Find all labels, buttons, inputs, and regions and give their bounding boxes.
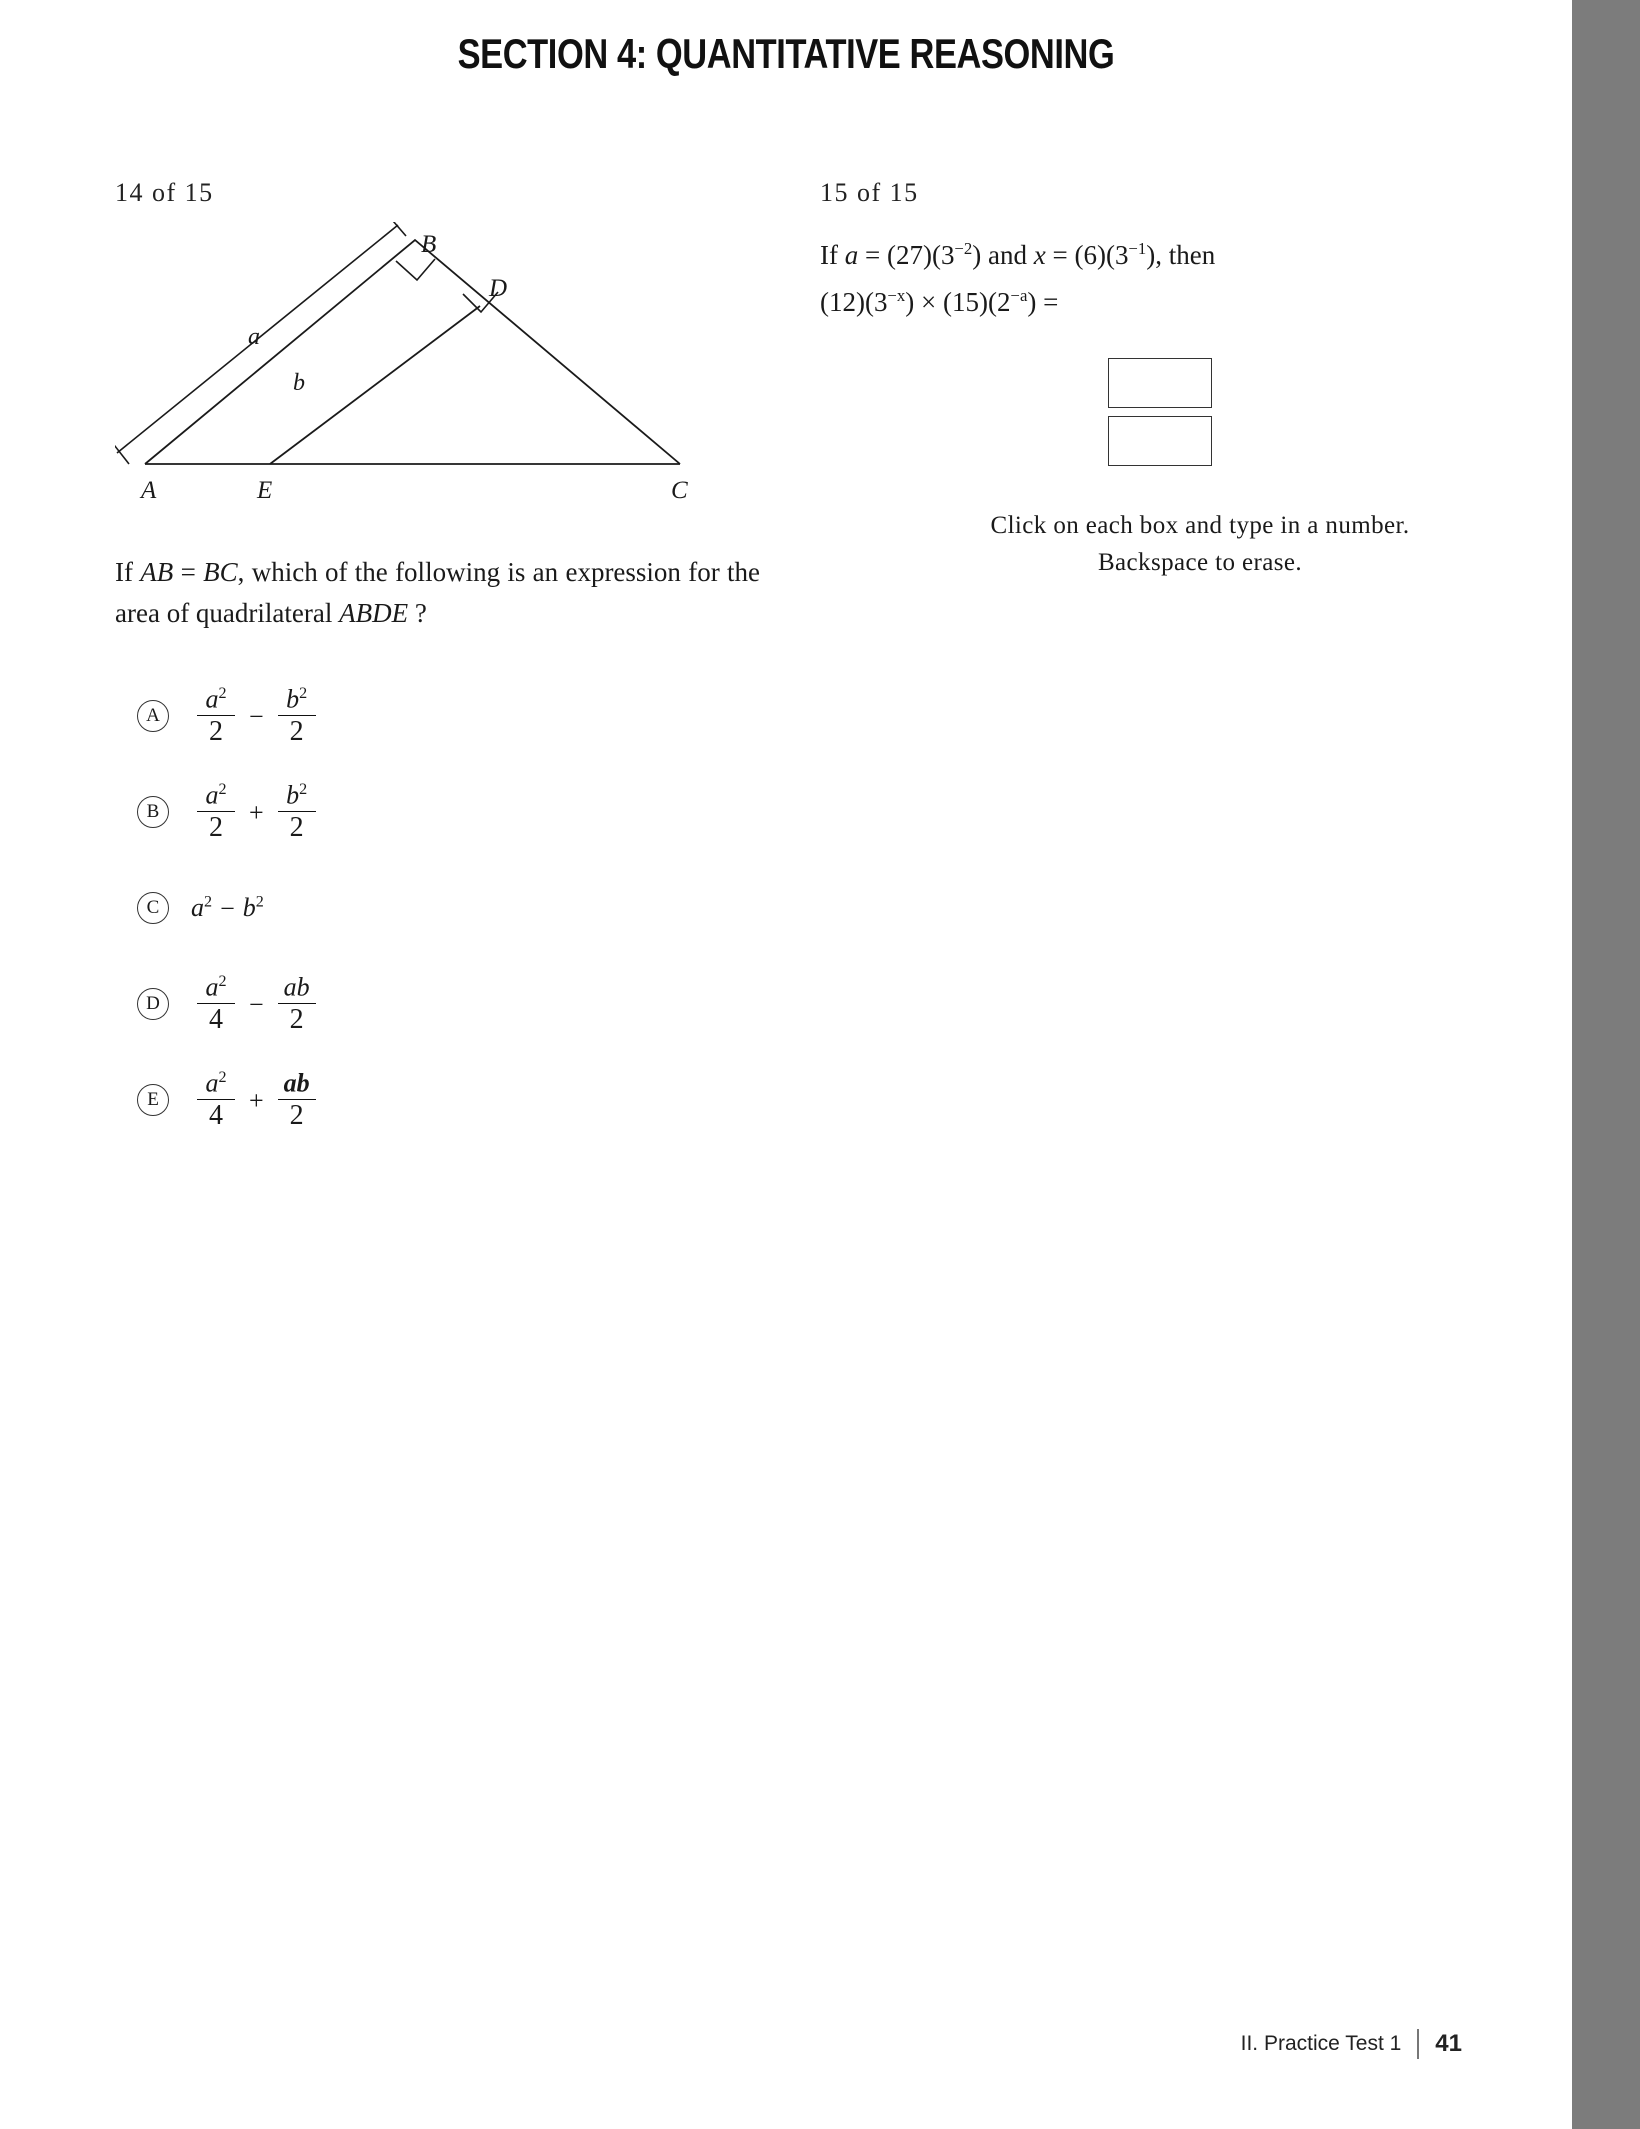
fraction-1 xyxy=(197,686,235,746)
instruction-line-1: Click on each box and type in a number. xyxy=(990,512,1410,540)
exponent-neg-x: −x xyxy=(887,286,906,306)
page-edge-sidebar xyxy=(1572,0,1640,2129)
answer-choices-list xyxy=(115,685,755,1131)
fraction-1 xyxy=(197,974,235,1034)
answer-choice-a[interactable] xyxy=(115,685,755,747)
choice-bullet-e[interactable]: E xyxy=(137,1084,169,1116)
choice-bullet-c[interactable]: C xyxy=(137,892,169,924)
operator: − xyxy=(249,990,264,1019)
numerator: $a^2$ xyxy=(205,972,227,1002)
denominator: 4 xyxy=(197,1099,235,1130)
denominator: 2 xyxy=(197,715,235,746)
numerator: $b^2$ xyxy=(286,684,308,714)
footer-page-number: 41 xyxy=(1435,2030,1462,2057)
geometry-figure xyxy=(115,222,755,512)
equals-1: = xyxy=(858,240,887,270)
choice-expression-a xyxy=(191,686,322,746)
figure-label-C: C xyxy=(671,477,688,504)
numerator: ab xyxy=(283,972,310,1002)
choice-expression-b xyxy=(191,782,322,842)
fraction-1 xyxy=(197,1070,235,1130)
stem-line2-post: ? xyxy=(408,597,427,628)
stem-line2-pre: for the area of quadrilateral xyxy=(115,557,761,628)
operator: + xyxy=(249,798,264,827)
question-14-stem xyxy=(115,552,760,633)
var-a: a xyxy=(844,240,859,270)
fraction-1 xyxy=(197,782,235,842)
stem-equals: = xyxy=(173,557,204,587)
figure-label-B: B xyxy=(421,231,437,258)
operator: − xyxy=(220,894,235,923)
question-14-number: 14 of 15 xyxy=(115,178,214,207)
answer-box-denominator[interactable] xyxy=(1108,416,1212,466)
part-2: ) × (15)(2 xyxy=(905,287,1011,318)
denominator: 2 xyxy=(278,1099,316,1130)
term-2: $b^2$ xyxy=(242,893,264,922)
denominator: 2 xyxy=(278,1003,316,1034)
part-1: (12)(3 xyxy=(820,287,888,318)
grid-in-instructions xyxy=(880,508,1520,581)
expr-2: (6)(3 xyxy=(1074,240,1129,270)
answer-choice-c[interactable] xyxy=(115,877,755,939)
operator: − xyxy=(249,702,264,731)
question-15-block xyxy=(820,178,1460,581)
answer-choice-b[interactable] xyxy=(115,781,755,843)
grid-in-answer-area xyxy=(1108,358,1460,466)
numerator: $a^2$ xyxy=(205,684,227,714)
numerator: $a^2$ xyxy=(205,1068,227,1098)
expr-2-end: ), then xyxy=(1146,240,1216,270)
footer-divider xyxy=(1417,2029,1419,2059)
question-15-stem-line-1 xyxy=(820,234,1460,277)
denominator: 2 xyxy=(278,715,316,746)
term-1: $a^2$ xyxy=(191,893,213,922)
figure-label-E: E xyxy=(257,477,273,504)
instruction-line-2: Backspace to erase. xyxy=(1097,548,1303,576)
fraction-2 xyxy=(278,686,316,746)
stem-pre: If xyxy=(820,240,845,270)
fraction-2 xyxy=(278,1070,316,1130)
operator: + xyxy=(249,1086,264,1115)
stem-ab: AB xyxy=(140,557,174,587)
figure-label-A: A xyxy=(141,477,157,504)
answer-box-numerator[interactable] xyxy=(1108,358,1212,408)
numerator: $a^2$ xyxy=(205,780,227,810)
page-footer xyxy=(1241,2029,1462,2059)
expr-1: (27)(3 xyxy=(886,240,955,270)
choice-expression-c xyxy=(191,892,264,924)
stem-text-post: , which of the following is an expression xyxy=(237,557,681,587)
stem-text-pre: If xyxy=(115,557,141,587)
question-14-block xyxy=(115,178,761,1165)
figure-label-a: a xyxy=(248,324,260,350)
denominator: 2 xyxy=(197,811,235,842)
denominator: 4 xyxy=(197,1003,235,1034)
stem-bc: BC xyxy=(203,557,238,587)
question-15-number: 15 of 15 xyxy=(820,178,919,207)
page-title: SECTION 4: QUANTITATIVE REASONING xyxy=(457,30,1115,77)
choice-bullet-b[interactable]: B xyxy=(137,796,169,828)
figure-label-b: b xyxy=(293,370,305,396)
fraction-2 xyxy=(278,782,316,842)
footer-book-part: II. Practice Test 1 xyxy=(1240,2032,1402,2055)
answer-choice-e[interactable] xyxy=(115,1069,755,1131)
var-x: x xyxy=(1033,240,1046,270)
answer-choice-d[interactable] xyxy=(115,973,755,1035)
choice-expression-e xyxy=(191,1070,322,1130)
expr-1-end: ) and xyxy=(972,240,1034,270)
exponent-2: −1 xyxy=(1128,239,1147,258)
stem-abde: ABDE xyxy=(339,597,409,628)
exponent-1: −2 xyxy=(954,239,973,258)
equals-2: = xyxy=(1045,240,1075,270)
choice-bullet-a[interactable]: A xyxy=(137,700,169,732)
question-15-stem-line-2 xyxy=(820,281,1460,324)
choice-bullet-d[interactable]: D xyxy=(137,988,169,1020)
fraction-2 xyxy=(278,974,316,1034)
figure-label-D: D xyxy=(489,275,508,302)
part-3: ) = xyxy=(1027,287,1059,318)
numerator: ab xyxy=(283,1068,310,1098)
exponent-neg-a: −a xyxy=(1010,286,1028,306)
numerator: $b^2$ xyxy=(286,780,308,810)
choice-expression-d xyxy=(191,974,322,1034)
denominator: 2 xyxy=(278,811,316,842)
